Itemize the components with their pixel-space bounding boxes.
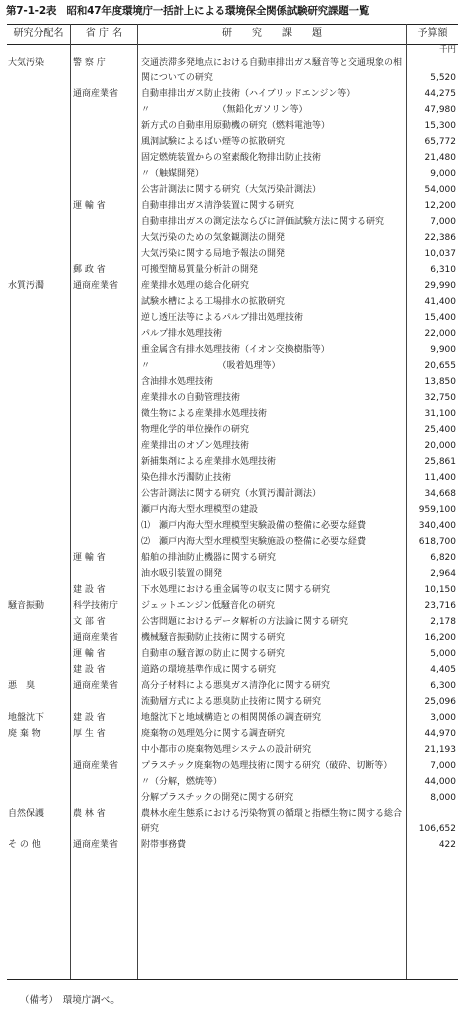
table-row (7, 103, 458, 118)
table-row (7, 503, 458, 518)
row-amount-cell: 31,100 (424, 409, 456, 419)
table-row (7, 679, 458, 694)
table-bottom-rule (7, 979, 458, 980)
row-agency-cell: 建 設 省 (73, 665, 106, 675)
table-row (7, 119, 458, 134)
table-row (7, 455, 458, 470)
row-amount-cell: 6,310 (430, 265, 456, 275)
row-agency-cell: 通商産業省 (73, 633, 119, 643)
table-row (7, 631, 458, 646)
row-amount-cell: 47,980 (424, 105, 456, 115)
table-row (7, 695, 458, 710)
row-topic-cell: 公害計測法に関する研究（水質汚濁計測法） (141, 489, 322, 499)
row-field-cell: 自然保護 (8, 809, 45, 819)
table-row (7, 311, 458, 326)
row-agency-cell: 警 察 庁 (73, 58, 106, 68)
row-amount-cell: 29,990 (424, 281, 456, 291)
row-topic-cell: 〃（触媒開発） (141, 169, 205, 179)
table-row (7, 279, 458, 294)
table-row (7, 647, 458, 662)
row-amount-cell: 23,716 (424, 601, 456, 611)
row-topic-cell: 産業排水処理の総合化研究 (141, 281, 250, 291)
row-agency-cell: 通商産業省 (73, 281, 119, 291)
row-topic-cell: 公害問題におけるデータ解析の方法論に関する研究 (141, 617, 349, 627)
table-row (7, 183, 458, 198)
row-agency-cell: 通商産業省 (73, 761, 119, 771)
row-amount-cell: 7,000 (430, 217, 456, 227)
table-row (7, 359, 458, 374)
row-agency-cell: 郵 政 省 (73, 265, 106, 275)
row-topic-cell: 分解プラスチックの開発に関する研究 (141, 793, 294, 803)
row-amount-cell: 15,300 (424, 121, 456, 131)
header-field: 研究分配名 (13, 28, 64, 39)
row-amount-cell: 7,000 (430, 761, 456, 771)
research-table (7, 24, 458, 980)
row-agency-cell: 文 部 省 (73, 617, 106, 627)
table-row (7, 759, 458, 774)
table-row (7, 775, 458, 790)
table-row (7, 375, 458, 390)
table-row (7, 343, 458, 358)
row-amount-cell: 34,668 (424, 489, 456, 499)
row-amount-cell: 32,750 (424, 393, 456, 403)
row-topic-cell: ⑵ 瀬戸内海大型水理模型実験施設の整備に必要な経費 (141, 537, 367, 547)
row-topic-cell: 〃（分解，燃焼等） (141, 777, 223, 787)
row-topic-cell: 地盤沈下と地域構造との相関関係の調査研究 (141, 713, 322, 723)
table-row (7, 551, 458, 566)
table-row (7, 327, 458, 342)
table-row (7, 807, 458, 837)
row-amount-cell: 5,520 (430, 73, 456, 83)
row-field-cell: 悪 臭 (8, 681, 36, 691)
row-topic-cell: 廃棄物の処理処分に関する調査研究 (141, 729, 286, 739)
row-topic-cell: 道路の環境基準作成に関する研究 (141, 665, 277, 675)
table-row (7, 535, 458, 550)
row-amount-cell: 2,964 (430, 569, 456, 579)
table-row (7, 519, 458, 534)
table-row (7, 87, 458, 102)
table-row (7, 663, 458, 678)
row-topic-cell: 逆し透圧法等によるパルプ排出処理技術 (141, 313, 304, 323)
row-amount-cell: 10,150 (424, 585, 456, 595)
row-amount-cell: 12,200 (424, 201, 456, 211)
row-agency-cell: 建 設 省 (73, 585, 106, 595)
table-row (7, 711, 458, 726)
row-topic-cell: プラスチック廃棄物の処理技術に関する研究（破砕、切断等） (141, 761, 393, 771)
row-amount-cell: 25,861 (424, 457, 456, 467)
table-row (7, 615, 458, 630)
row-amount-cell: 25,400 (424, 425, 456, 435)
row-topic-cell: 試験水槽による工場排水の拡散研究 (141, 297, 286, 307)
table-row (7, 838, 458, 853)
row-amount-cell: 9,900 (430, 345, 456, 355)
row-topic-cell: 染色排水汚濁防止技術 (141, 473, 232, 483)
row-amount-cell: 2,178 (430, 617, 456, 627)
table-row (7, 439, 458, 454)
header-topic: 研 究 課 題 (222, 28, 322, 39)
row-topic-cell: 自動車排出ガス清浄装置に関する研究 (141, 201, 295, 211)
row-topic-cell: 大気汚染のための気象観測法の開発 (141, 233, 286, 243)
row-topic-cell: ジェットエンジン低騒音化の研究 (141, 601, 276, 611)
row-amount-cell: 44,000 (424, 777, 456, 787)
row-topic-cell: 附帯事務費 (141, 840, 187, 850)
row-topic-cell: ⑴ 瀬戸内海大型水理模型実験設備の整備に必要な経費 (141, 521, 367, 531)
table-row (7, 167, 458, 182)
header-amount: 予算額 (417, 28, 448, 39)
row-amount-cell: 422 (438, 840, 456, 850)
row-topic-cell: 自動車排出ガスの測定法ならびに評価試験方法に関する研究 (141, 217, 385, 227)
row-agency-cell: 運 輸 省 (73, 649, 106, 659)
table-row (7, 231, 458, 246)
row-amount-cell: 11,400 (424, 473, 456, 483)
row-topic-cell: 船舶の排油防止機器に関する研究 (141, 553, 277, 563)
row-topic-cell: 油水吸引装置の開発 (141, 569, 223, 579)
row-topic-cell: 〃 （無鉛化ガソリン等） (141, 105, 308, 115)
row-field-cell: 大気汚染 (8, 58, 45, 68)
row-amount-cell: 21,193 (424, 745, 456, 755)
row-amount-cell: 106,652 (418, 824, 456, 834)
footnote: （備考） 環境庁調べ。 (20, 995, 120, 1006)
row-agency-cell: 建 設 省 (73, 713, 106, 723)
table-row (7, 407, 458, 422)
row-topic-cell: 風洞試験によるばい煙等の拡散研究 (141, 137, 286, 147)
header-rule (7, 44, 458, 45)
row-amount-cell: 4,405 (430, 665, 456, 675)
row-amount-cell: 6,300 (430, 681, 456, 691)
table-row (7, 151, 458, 166)
row-topic-cell: 農林水産生態系における汚染物質の循環と指標生物に関する総合研究 (141, 809, 403, 834)
row-amount-cell: 44,970 (424, 729, 456, 739)
table-row (7, 56, 458, 86)
unit-label: 千円 (438, 45, 456, 55)
row-topic-cell: 公害計測法に関する研究（大気汚染計測法） (141, 185, 322, 195)
row-agency-cell: 科学技術庁 (73, 601, 119, 611)
row-field-cell: 騒音振動 (8, 601, 45, 611)
row-agency-cell: 通商産業省 (73, 681, 119, 691)
table-title: 第7-1-2表 昭和47年度環境庁一括計上による環境保全関係試験研究課題一覧 (6, 5, 370, 17)
row-topic-cell: パルプ排水処理技術 (141, 329, 223, 339)
row-amount-cell: 9,000 (430, 169, 456, 179)
row-amount-cell: 20,655 (424, 361, 456, 371)
row-topic-cell: 含油排水処理技術 (141, 377, 214, 387)
table-row (7, 263, 458, 278)
table-row (7, 599, 458, 614)
table-row (7, 423, 458, 438)
row-amount-cell: 340,400 (418, 521, 456, 531)
table-row (7, 743, 458, 758)
row-agency-cell: 通商産業省 (73, 89, 119, 99)
row-field-cell: 水質汚濁 (8, 281, 45, 291)
header-agency: 省 庁 名 (85, 28, 123, 39)
row-amount-cell: 5,000 (430, 649, 456, 659)
row-amount-cell: 3,000 (430, 713, 456, 723)
row-amount-cell: 54,000 (424, 185, 456, 195)
table-row (7, 471, 458, 486)
row-amount-cell: 20,000 (424, 441, 456, 451)
row-amount-cell: 959,100 (418, 505, 456, 515)
table-row (7, 295, 458, 310)
row-agency-cell: 厚 生 省 (73, 729, 106, 739)
row-topic-cell: 重金属含有排水処理技術（イオン交換樹脂等） (141, 345, 330, 355)
row-agency-cell: 運 輸 省 (73, 201, 106, 211)
table-row (7, 247, 458, 262)
row-topic-cell: 産業排出のオゾン処理技術 (141, 441, 250, 451)
row-amount-cell: 6,820 (430, 553, 456, 563)
table-row (7, 215, 458, 230)
row-agency-cell: 通商産業省 (73, 840, 119, 850)
row-field-cell: そ の 他 (8, 840, 41, 850)
table-row (7, 567, 458, 582)
table-row (7, 583, 458, 598)
row-amount-cell: 44,275 (424, 89, 456, 99)
row-amount-cell: 65,772 (424, 137, 456, 147)
row-agency-cell: 運 輸 省 (73, 553, 106, 563)
row-topic-cell: 固定燃焼装置からの窒素酸化物排出防止技術 (141, 153, 322, 163)
row-amount-cell: 41,400 (424, 297, 456, 307)
row-amount-cell: 618,700 (418, 537, 456, 547)
row-topic-cell: 微生物による産業排水処理技術 (141, 409, 268, 419)
row-topic-cell: 産業排水の自動管理技術 (141, 393, 241, 403)
table-row (7, 135, 458, 150)
row-topic-cell: 大気汚染に関する局地予報法の開発 (141, 249, 286, 259)
row-amount-cell: 25,096 (424, 697, 456, 707)
row-topic-cell: 新捕集剤による産業排水処理技術 (141, 457, 277, 467)
row-topic-cell: 交通渋滞多発地点における自動車排出ガス騒音等と交通現象の相関についての研究 (141, 58, 403, 83)
row-topic-cell: 機械騒音振動防止技術に関する研究 (141, 633, 286, 643)
row-topic-cell: 下水処理における重金属等の収支に関する研究 (141, 585, 331, 595)
table-row (7, 727, 458, 742)
row-amount-cell: 21,480 (424, 153, 456, 163)
row-amount-cell: 22,000 (424, 329, 456, 339)
table-row (7, 199, 458, 214)
row-topic-cell: 可搬型簡易質量分析計の開発 (141, 265, 259, 275)
row-field-cell: 廃 棄 物 (8, 729, 41, 739)
row-amount-cell: 13,850 (424, 377, 456, 387)
row-topic-cell: 自動車の騒音源の防止に関する研究 (141, 649, 286, 659)
row-topic-cell: 〃 （吸着処理等） (141, 361, 281, 371)
table-row (7, 391, 458, 406)
row-amount-cell: 10,037 (424, 249, 456, 259)
row-topic-cell: 高分子材料による悪臭ガス清浄化に関する研究 (141, 681, 331, 691)
row-topic-cell: 自動車排出ガス防止技術（ハイブリッドエンジン等） (141, 89, 356, 99)
row-topic-cell: 中小都市の廃棄物処理システムの設計研究 (141, 745, 312, 755)
row-topic-cell: 流動層方式による悪臭防止技術に関する研究 (141, 697, 322, 707)
row-amount-cell: 8,000 (430, 793, 456, 803)
row-amount-cell: 22,386 (424, 233, 456, 243)
row-topic-cell: 瀬戸内海大型水理模型の建設 (141, 505, 259, 515)
table-row (7, 791, 458, 806)
row-topic-cell: 物理化学的単位操作の研究 (141, 425, 250, 435)
row-amount-cell: 16,200 (424, 633, 456, 643)
row-field-cell: 地盤沈下 (8, 713, 45, 723)
row-amount-cell: 15,400 (424, 313, 456, 323)
row-agency-cell: 農 林 省 (73, 809, 106, 819)
row-topic-cell: 新方式の自動車用原動機の研究（燃料電池等） (141, 121, 331, 131)
table-row (7, 487, 458, 502)
